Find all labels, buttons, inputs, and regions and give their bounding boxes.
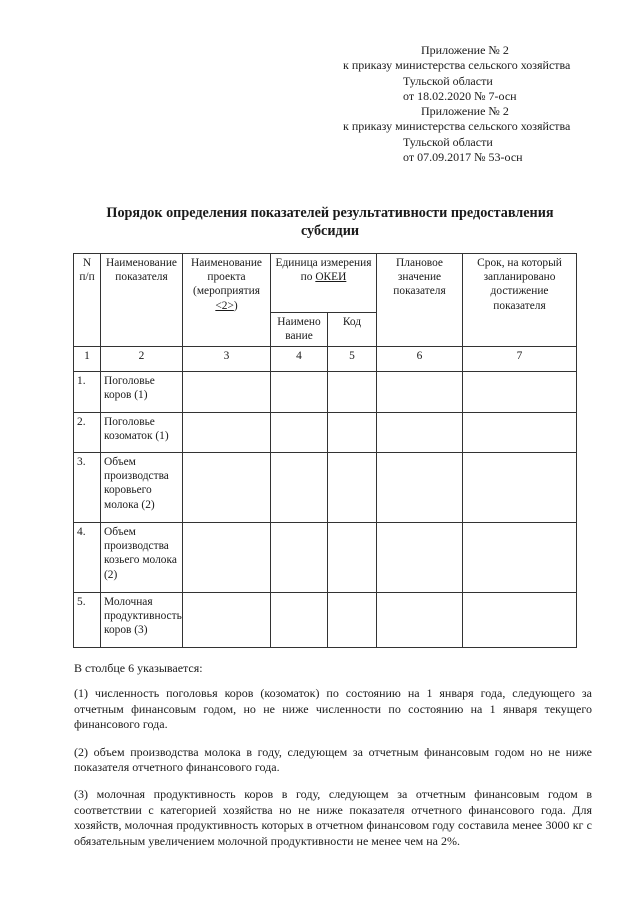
cell [183,593,271,648]
column-number: 5 [328,347,377,372]
header-project [183,254,271,347]
cell [328,413,377,453]
row-number: 4. [74,523,101,593]
table-row [74,372,577,413]
cell [377,593,463,648]
cell [328,453,377,523]
cell [271,523,328,593]
header-deadline: Срок, на который запланировано достижение показателя [463,254,577,347]
row-number: 3. [74,453,101,523]
column-number: 4 [271,347,328,372]
row-indicator: Поголовье коров (1) [101,372,183,413]
column-number: 7 [463,347,577,372]
cell [377,523,463,593]
column-number: 6 [377,347,463,372]
approval-block-current [343,43,570,104]
cell [463,523,577,593]
header-indicator: Наименование показателя [101,254,183,347]
row-number: 2. [74,413,101,453]
cell [463,593,577,648]
region-line: Тульской области [403,73,493,88]
header-project-close: ) [233,299,238,312]
column-number: 1 [74,347,101,372]
row-number: 1. [74,372,101,413]
column-number: 2 [101,347,183,372]
row-indicator: Поголовье козоматок (1) [101,413,183,453]
cell [377,453,463,523]
table-row [74,523,577,593]
header-num: N п/п [74,254,101,347]
title-line: субсидии [300,223,360,239]
cell [271,593,328,648]
cell [271,372,328,413]
cell [271,413,328,453]
cell [271,453,328,523]
appendix-label: Приложение № 2 [421,43,509,57]
indicators-table [73,253,577,648]
cell [377,372,463,413]
order-line: к приказу министерства сельского хозяйства [343,58,571,73]
approval-block-original [343,104,570,165]
notes-lead: В столбце 6 указывается: [74,661,203,675]
table-row [74,593,577,648]
column-number-row [74,347,577,372]
order-line: к приказу министерства сельского хозяйства [343,119,571,134]
header-unit-text: Единица измерения по [275,257,372,284]
cell [463,413,577,453]
cell [183,453,271,523]
footnote-ref: <2> [215,299,234,312]
header-unit-name: Наимено вание [271,313,328,347]
row-number: 5. [74,593,101,648]
document-title [60,204,600,240]
cell [328,523,377,593]
header-plan: Плановое значение показателя [377,254,463,347]
note-3: (3) молочная продуктивность коров в году, следующем за отчетным финансовым годом в соответствии с категорией хозяйства но не ниже показателя отчетного финансового года. Для хозяйств, молочная продуктивность которых в отчетном финансовом году составила менее 3000 кг с обязательным увеличением молочной продуктивности не менее чем на 2%. [74,787,592,848]
appendix-label: Приложение № 2 [421,104,509,118]
cell [328,593,377,648]
notes-section [74,661,592,861]
cell [328,372,377,413]
row-indicator: Молочная продуктивность коров (3) [101,593,183,648]
note-2: (2) объем производства молока в году, следующем за отчетным финансовым годом но не ниже показателя отчетного финансового года. [74,744,592,775]
cell [463,372,577,413]
table-row [74,453,577,523]
table-row [74,413,577,453]
row-indicator: Объем производства коровьего молока (2) [101,453,183,523]
header-unit [271,254,377,313]
column-number: 3 [183,347,271,372]
cell [377,413,463,453]
header-project-text: Наименование проекта (мероприятия [191,257,262,298]
note-1: (1) численность поголовья коров (козоматок) по состоянию на 1 января года, следующего за отчетным финансовым годом, но не ниже численности по состоянию на 1 января текущего финансового года. [74,686,592,732]
region-line: Тульской области [403,134,493,149]
cell [183,413,271,453]
cell [183,372,271,413]
order-date-line: от 07.09.2017 № 53-осн [403,149,523,164]
title-line: Порядок определения показателей результативности предоставления [106,205,554,221]
header-unit-code: Код [328,313,377,347]
cell [463,453,577,523]
order-date-line: от 18.02.2020 № 7-осн [403,88,517,103]
row-indicator: Объем производства козьего молока (2) [101,523,183,593]
cell [183,523,271,593]
okei-link: ОКЕИ [315,271,347,284]
